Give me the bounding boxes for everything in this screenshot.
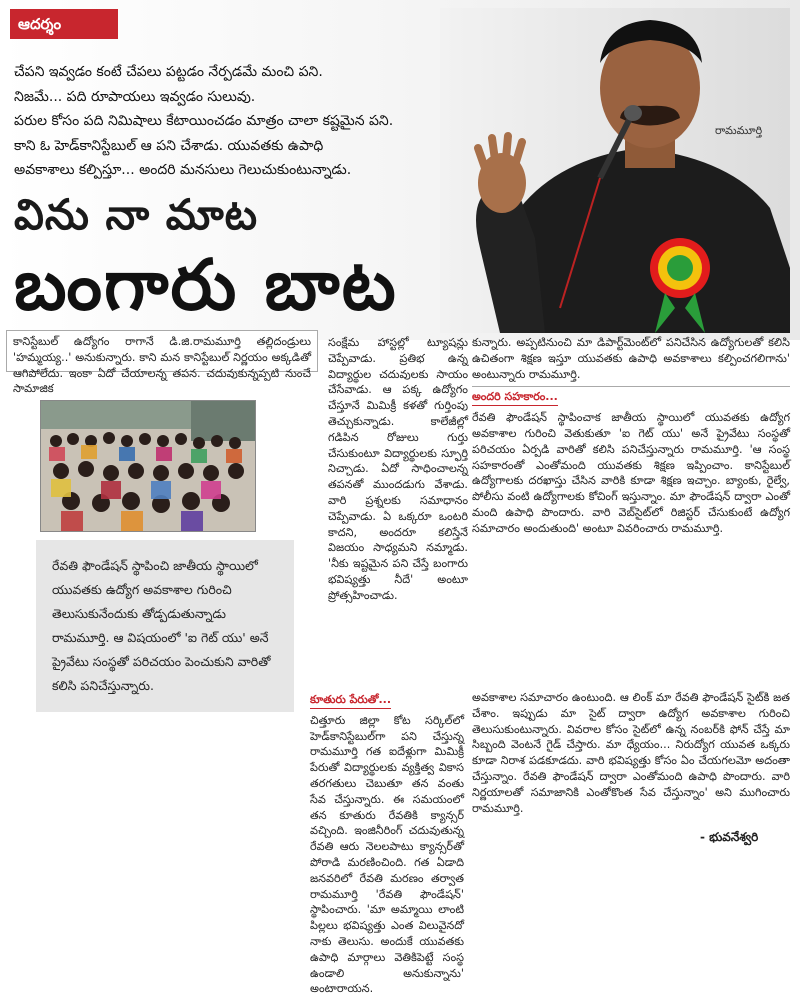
speaker-photo bbox=[440, 8, 790, 333]
intro-line: నిజమే... పది రూపాయలు ఇవ్వడం సులువు. bbox=[14, 88, 256, 105]
article-column-2 bbox=[328, 335, 468, 608]
section-tag: ఆదర్శం bbox=[10, 9, 118, 39]
crowd-photo bbox=[40, 400, 256, 532]
intro-paragraph-box bbox=[6, 330, 318, 396]
intro-text bbox=[14, 60, 484, 183]
byline: - భువనేశ్వరి bbox=[700, 830, 759, 844]
headline-small: విను నా మాట bbox=[14, 190, 259, 239]
article-paragraph: అవకాశాల సమాచారం ఉంటుంది. ఆ లింక్ మా రేవతి ఫౌండేషన్ సైట్‌కి జత చేశాం. ఇప్పుడు మా సైట్ ద్వారా ఉద్యోగ అవకాశాల గురించి తెలుసుకుంటున్నారు. వివరాల కోసం సైట్‌లో ఉన్న నంబర్‌కి ఫోన్ చేస్తే మా సిబ్బంది వెంటనే గైడ్ చేస్తారు. మా ధ్యేయం... నిరుద్యోగ యువత ఒక్కరు కూడా నిరాశ పడకూడదు. వారి భవిష్యత్తు కోసం ఏం చేయగలమో అదంతా చేస్తున్నాం. రేవతి ఫౌండేషన్ ద్వారా ఎంతోమంది ఉపాధి పొందారు. వారి నిర్ణయాలతో సమాజానికి ఎంతోకొంత సేవ చేస్తున్నాం' అని ముగించారు రామమూర్తి. bbox=[472, 691, 790, 815]
intro-line: అవకాశాలు కల్పిస్తూ... అందరి మనసులు గెలుచుకుంటున్నాడు. bbox=[14, 162, 352, 178]
article-column-3 bbox=[472, 335, 790, 541]
article-column-3-lower bbox=[472, 690, 790, 820]
article-paragraph: సంక్షేమ హాస్టల్లో ట్యూషన్లు చెప్పేవాడు. ప్రతిభ ఉన్న విద్యార్థుల చదువులకు సాయం చేసేవాడు. ఆ పక్క ఉద్యోగం చేస్తూనే మిమిక్రీ కళతో గుర్తింపు తెచ్చుకున్నాడు. కాలేజీల్లో గడిపిన రోజులు గుర్తు చేసుకుంటూ విద్యార్థులకు స్ఫూర్తి నిచ్చాడు. ఏదో సాధించాలన్న తపనతో ముందడుగు వేశాడు. వారి ప్రశ్నలకు సమాధానం చెప్పేవాడు. ఏ ఒక్కరూ ఒంటరి కాదని, అందరూ కలిస్తేనే విజయం సాధ్యమని నమ్మాడు. 'నీకు ఇష్టమైన పని చేస్తే బంగారు భవిష్యత్తు నీదే' అంటూ ప్రోత్సహించాడు. bbox=[328, 336, 468, 602]
intro-paragraph: కానిస్టేబుల్ ఉద్యోగం రాగానే డి.జి.రామమూర్తి తల్లిదండ్రులు 'హమ్మయ్య..' అనుకున్నారు. కాని మన కానిస్టేబుల్ నిర్ణయం అక్కడితో ఆగిపోలేదు. ఇంకా ఏదో చేయాలన్న తపన. చదువుకున్నప్పటి నుంచే సామాజిక bbox=[13, 335, 311, 396]
subheading: కూతురు పేరుతో... bbox=[310, 692, 391, 709]
article-paragraph: కున్నారు. అప్పటినుంచి మా డిపార్ట్‌మెంట్‌లో పనిచేసిన ఉద్యోగులతో కలిసి ఉచితంగా శిక్షణ ఇస్తూ యువతకు ఉపాధి అవకాశాలు కల్పించగలిగాను' అంటున్నారు రామమూర్తి. bbox=[472, 336, 790, 381]
headline-large: బంగారు బాట bbox=[14, 244, 398, 326]
article-paragraph: రేవతి ఫౌండేషన్ స్థాపించాక జాతీయ స్థాయిలో యువతకు ఉద్యోగ అవకాశాల గురించి వెతుకుతూ 'ఐ గెట్ యు' అనే ప్రైవేటు సంస్థతో పరిచయం ఏర్పడి వారితో కలిసి పనిచేస్తున్నారు రామమూర్తి. 'ఆ సంస్థ సహకారంతో ఎంతోమంది యువతకు శిక్షణ ఇప్పించాం. కానిస్టేబుల్ ఉద్యోగాలకు దరఖాస్తు చేసిన వారికి కూడా శిక్షణ ఇచ్చాం. బ్యాంకు, రైల్వే, పోలీసు వంటి ఉద్యోగాలకు కోచింగ్ ఇస్తున్నాం. మా ఫౌండేషన్ ద్వారా ఎంతో మంది ఉపాధి పొందారు. వారి వెబ్‌సైట్‌లో రిజిస్టర్ చేసుకుంటే ఉద్యోగ సమాచారం అందుతుంది' అంటూ వివరించారు రామమూర్తి. bbox=[472, 411, 790, 535]
article-paragraph: చిత్తూరు జిల్లా కోట సర్కిల్‌లో హెడ్‌కానిస్టేబుల్‌గా పని చేస్తున్న రామమూర్తి గత ఐదేళ్లుగా మిమిక్రీ పేరుతో విద్యార్థులకు వ్యక్తిత్వ వికాస తరగతులు చెబుతూ తన వంతు సేవ చేస్తున్నారు. ఈ సమయంలో తన కూతురు రేవతికి క్యాన్సర్ వచ్చింది. ఇంజినీరింగ్ చదువుతున్న రేవతి ఆరు నెలలపాటు క్యాన్సర్‌తో పోరాడి మరణించింది. గత ఏడాది జనవరిలో రేవతి మరణం తర్వాత రామమూర్తి 'రేవతి ఫౌండేషన్' స్థాపించారు. 'మా అమ్మాయి లాంటి పిల్లలు భవిష్యత్తు ఎంత విలువైనదో నాకు తెలుసు. అందుకే యువతకు ఉపాధి మార్గాలు వెతికిపెట్టే సంస్థ ఉండాలి అనుకున్నాను' అంటారాయన. bbox=[310, 713, 464, 996]
article-column-2-lower bbox=[310, 690, 464, 1001]
intro-line: చేపని ఇవ్వడం కంటే చేపలు పట్టడం నేర్పడమే మంచి పని. bbox=[14, 64, 323, 80]
subheading: అందరి సహకారం... bbox=[472, 389, 558, 406]
intro-line: పరుల కోసం పది నిమిషాలు కేటాయించడం మాత్రం చాలా కష్టమైన పని. bbox=[14, 113, 394, 129]
divider bbox=[472, 386, 790, 387]
sidebar-box: రేవతి ఫౌండేషన్ స్థాపించి జాతీయ స్థాయిలో యువతకు ఉద్యోగ అవకాశాల గురించి తెలుసుకునేందుకు తోడ్పడుతున్నాడు రామమూర్తి. ఆ విషయంలో 'ఐ గెట్ యు' అనే ప్రైవేటు సంస్థతో పరిచయం పెంచుకుని వారితో కలిసి పనిచేస్తున్నారు. bbox=[36, 540, 294, 712]
photo-caption: రామమూర్తి bbox=[715, 124, 763, 137]
intro-line: కాని ఓ హెడ్‌కానిస్టేబుల్ ఆ పని చేశాడు. యువతకు ఉపాధి bbox=[14, 137, 324, 154]
